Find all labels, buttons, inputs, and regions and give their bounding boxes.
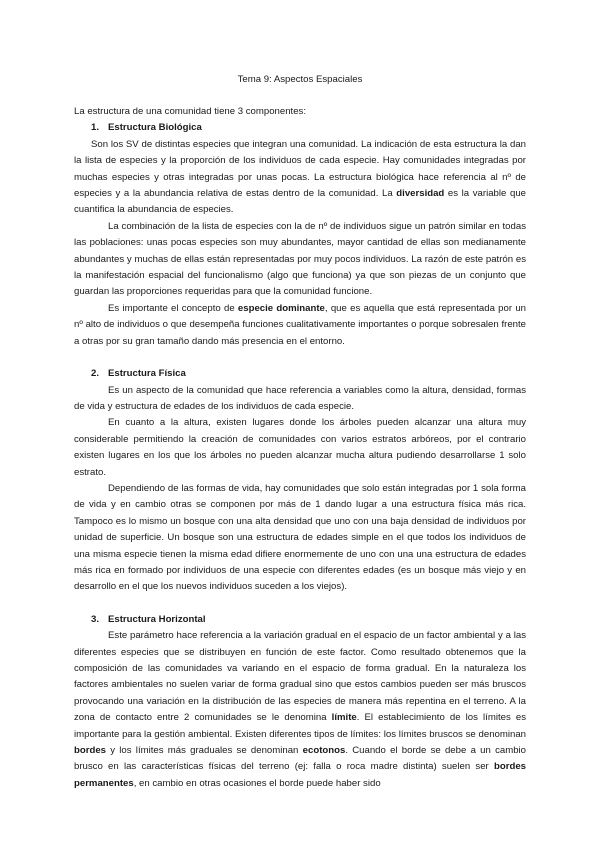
section-heading — [74, 612, 526, 628]
spacer — [74, 596, 526, 612]
section-heading-text: Estructura Física — [108, 368, 186, 380]
bold-term: bordes — [74, 745, 106, 757]
section-heading-text: Estructura Biológica — [108, 122, 202, 134]
text-run: En cuanto a la altura, existen lugares donde los árboles pueden alcanzar una altura muy considerable permitiendo la creación de comunidades con varios estratos arbóreos, por el contrario existen lugares en los que los árboles no pueden alcanzar mucha altura pudiendo desarrollarse 1 solo estrato. — [74, 417, 526, 478]
paragraph — [74, 481, 526, 596]
paragraph — [74, 137, 526, 219]
text-run: , en cambio en otras ocasiones el borde puede haber sido — [133, 777, 381, 789]
spacer — [74, 350, 526, 366]
paragraph — [74, 628, 526, 792]
paragraph — [74, 219, 526, 301]
bold-term: especie dominante — [237, 302, 325, 314]
section-estructura-biologica — [74, 120, 526, 350]
text-run: y los límites más graduales se denominan — [106, 745, 303, 757]
text-run: , que es aquella que está representada por un nº alto de individuos o que desempeña funciones cualitativamente importantes o porque sobresalen frente a otras por su gran tamaño dando más presencia en el entorno. — [74, 302, 526, 347]
text-run: es la variable que cuantifica la abundancia de especies. — [74, 188, 526, 216]
bold-term: bordes permanentes — [74, 761, 526, 789]
section-estructura-fisica — [74, 366, 526, 596]
text-run: La combinación de la lista de especies con la de nº de individuos sigue un patrón similar en todas las poblaciones: unas pocas especies son muy abundantes, mayor cantidad de ellas son medianamente abundantes y muchas de ellas están representadas por muy pocos individuos. La razón de este patrón es la manifestación espacial del funcionalismo (algo que funciona) ya que son piezas de un conjunto que guardan las proporciones requeridas para que la comunidad funcione. — [74, 220, 526, 298]
text-run: Son los SV de distintas especies que integran una comunidad. La indicación de esta estructura la dan la lista de especies y la proporción de los individuos de cada especie. Hay comunidades integradas por muchas especies y otras integradas por unas pocas. La estructura biológica hace referencia al nº de especies y a la abundancia relativa de estas dentro de la comunidad. La — [74, 138, 526, 200]
section-number: 2. — [91, 368, 100, 380]
text-run: Es un aspecto de la comunidad que hace referencia a variables como la altura, densidad, formas de vida y estructura de edades de los individuos de cada especie. — [74, 384, 526, 412]
text-run: Dependiendo de las formas de vida, hay comunidades que solo están integradas por 1 sola forma de vida y en cambio otras se componen por más de 1 dando lugar a una estructura física más rica. Tampoco es lo mismo un bosque con una alta densidad que uno con una baja densidad de individuos por unidad de superficie. Un bosque son una estructura de edades simple en el que todos los individuos de una misma especie tienen la misma edad difiere enormemente de uno con una una estructura de edades más rica en formado por individuos de una especie con diferentes edades (es un bosque más viejo y en desarrollo en el que los nuevos individuos suceden a los viejos). — [74, 482, 526, 593]
section-estructura-horizontal — [74, 612, 526, 792]
bold-term: diversidad — [396, 188, 445, 200]
paragraph — [74, 383, 526, 416]
document-body — [74, 104, 526, 792]
text-run: Es importante el concepto de — [108, 302, 238, 314]
text-run: . Cuando el borde se debe a un cambio brusco en las características físicas del terreno (ej: falla o roca madre distinta) suelen ser — [74, 745, 526, 773]
section-heading-text: Estructura Horizontal — [108, 613, 206, 625]
section-heading — [74, 366, 526, 382]
text-run: . El establecimiento de los límites es importante para la gestión ambiental. Existen diferentes tipos de límites: los límites bruscos se denominan — [74, 712, 526, 740]
text-run: Este parámetro hace referencia a la variación gradual en el espacio de un factor ambiental y a las diferentes especies que se distribuyen en función de este factor. Como resultado obtenemos que la composición de las comunidades va variando en el espacio de forma gradual. En la naturaleza los factores ambientales no suelen variar de forma gradual sino que estos cambios pueden ser más bruscos provocando una variación en la distribución de las especies de manera más repentina en el terreno. A la zona de contacto entre 2 comunidades se le denomina — [74, 630, 526, 724]
paragraph — [74, 301, 526, 350]
bold-term: ecotonos — [302, 745, 346, 757]
bold-term: límite — [331, 712, 357, 724]
section-number: 3. — [91, 613, 100, 625]
section-number: 1. — [91, 122, 100, 134]
paragraph — [74, 415, 526, 481]
document-title: Tema 9: Aspectos Espaciales — [237, 74, 363, 85]
intro-paragraph: La estructura de una comunidad tiene 3 componentes: — [74, 106, 307, 117]
section-heading — [74, 120, 526, 136]
